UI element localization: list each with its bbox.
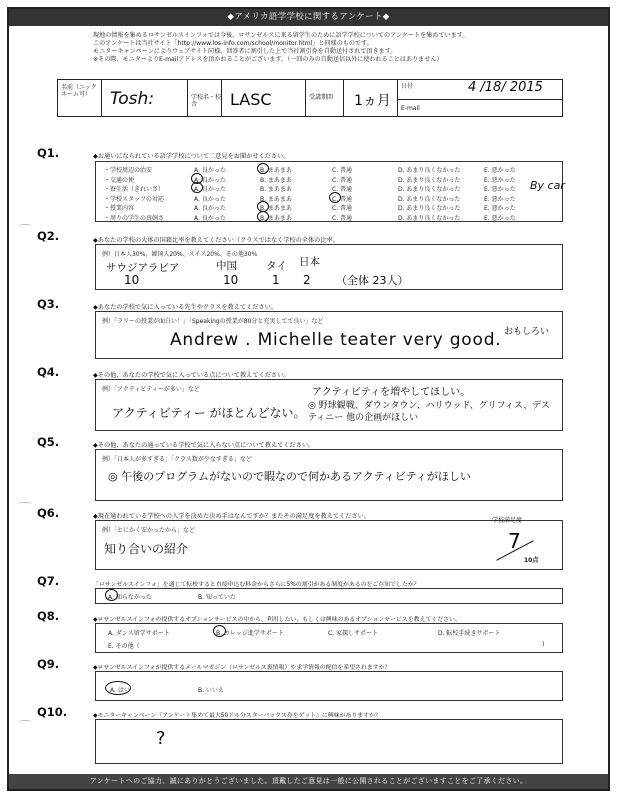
q8-option-d[interactable]: D. 転校手続きサポート [438, 630, 501, 637]
q3-answer: Andrew . Michelle teater very good. [170, 330, 502, 350]
date-email-cell[interactable] [398, 80, 562, 116]
q1-rating-option[interactable]: B. まあまあ [260, 167, 292, 174]
school-label: 学校名・校舎 [191, 94, 222, 108]
q1-rating-option[interactable]: E. 悪かった [484, 167, 516, 174]
q1-box [95, 161, 563, 222]
q8-option-e-close: ) [542, 641, 545, 648]
q2-country: 中国 [216, 260, 237, 272]
q4-box[interactable] [95, 379, 563, 431]
q2-count: 1 [272, 273, 280, 287]
q9-text: ◆ロサンゼルスインフォが提供するメールマガジン（ロサンゼルス裏情報）や求学情報の配信を希望されますか？ [93, 665, 391, 671]
q2-number: Q2. [37, 229, 60, 243]
q8-option-b[interactable]: B. カレッジ進学サポート [216, 630, 284, 637]
q1-rating-option[interactable]: D. あまり良くなかった [398, 195, 461, 203]
q3-number: Q3. [37, 297, 60, 311]
q8-option-c[interactable]: C. 家探しサポート [328, 630, 379, 637]
q5-box[interactable] [95, 449, 563, 501]
page-title: ◆アメリカ語学学校に関するアンケート◆ [9, 9, 608, 26]
q1-rating-option[interactable]: B. まあまあ [260, 195, 292, 203]
q6-example: 例）「とにかく安かったから」など [102, 527, 196, 534]
q6-answer: 知り合いの紹介 [104, 542, 189, 556]
q10-number: Q10. [37, 705, 68, 719]
satisfaction-score: 7 [508, 529, 521, 553]
q1-rating-option[interactable]: E. 悪かった [484, 186, 516, 193]
intro-text [93, 32, 543, 64]
q1-rating-option[interactable]: D. あまり良くなかった [398, 167, 461, 174]
q3-text: ◆あなたの学校で気に入っている先生やクラスを教えてください。 [93, 304, 278, 311]
q1-rating-option[interactable]: B. まあまあ [260, 176, 292, 184]
q7-text: 「ロサンゼルスインフォ」を通じて転校すると直接申込む料金からさらに5%の割引がある制度があるのをご存知でしたか？ [93, 582, 420, 588]
q1-note: By car [530, 179, 565, 192]
q2-country: サウジアラビア [106, 262, 180, 274]
q1-number: Q1. [37, 146, 60, 160]
q1-rating-option[interactable]: C. 普通 [332, 176, 353, 184]
punch-hole-mark [18, 224, 32, 228]
q8-option-e[interactable]: E. その他（ [108, 643, 140, 650]
q1-rating-option[interactable]: D. あまり良くなかった [398, 186, 461, 193]
q2-count: 10 [223, 273, 239, 287]
date-label: 日付 [401, 83, 414, 90]
q6-text: ◆現在通われている学校への入学を決めた決め手はなんですか？またその満足度を教えてください。 [93, 513, 371, 520]
q1-rating-option[interactable]: A. 良かった [194, 167, 226, 174]
footer-text: アンケートへのご協力、誠にありがとうございました。頂戴したご意見は一般に公開されることがございますことをご了承ください。 [9, 774, 608, 789]
punch-hole-mark [18, 502, 32, 506]
q2-total: （全体 23人） [336, 274, 409, 287]
q1-rating-option[interactable]: B. まあまあ [260, 214, 292, 222]
q9-option-b[interactable]: B. いいえ [198, 687, 224, 694]
q1-rating-option[interactable]: B. まあまあ [260, 186, 292, 193]
q1-row-label: ・交通の便 [104, 176, 135, 184]
q1-rating-option[interactable]: E. 悪かった [484, 195, 516, 203]
name-cell[interactable] [102, 80, 188, 116]
q1-rating-option[interactable]: C. 普通 [332, 167, 353, 174]
q6-box[interactable] [95, 517, 563, 570]
q9-option-a[interactable]: A. はい [110, 687, 130, 694]
q5-answer: ◎ 午後のプログラムがないので暇なので何かあるアクティビティがほしい [108, 470, 471, 483]
q4-answer-2: アクティビティを増やしてほしい。 [312, 387, 471, 398]
period-label-cell [306, 80, 344, 116]
q2-count: 2 [303, 273, 311, 287]
q5-example: 例）「日本人が多すぎる」「クラス数が少なすぎる」など [102, 456, 252, 463]
q1-row-label: ・寮生活（きれいさ） [104, 186, 165, 193]
q7-number: Q7. [37, 574, 60, 588]
q1-rating-option[interactable]: C. 普通 [332, 214, 353, 222]
period-label: 受講期間 [309, 94, 334, 101]
name-label-cell [58, 80, 102, 116]
q2-count: 10 [124, 273, 140, 287]
q9-number: Q9. [37, 657, 60, 671]
school-value: LASC [230, 90, 272, 109]
q3-example: 例）「ラリーの授業が面白い！」「Speakingの授業が80分と充実してて良い」など [102, 318, 324, 325]
survey-sheet [7, 7, 610, 791]
q5-text: ◆その他、あなたの通っている学校で気に入らない点について教えてください。 [93, 442, 315, 449]
q1-selected-mark [329, 192, 341, 203]
q1-rating-option[interactable]: C. 普通 [332, 205, 353, 212]
q1-rating-option[interactable]: E. 悪かった [484, 176, 516, 184]
q1-rating-option[interactable]: A. 良かった [194, 176, 226, 184]
q1-row-label: ・学校スタッフの対応 [104, 195, 165, 203]
intro-line: このアンケートは当社サイト「http://www.los-info.com/school/monitor.html」と同様のものです。 [93, 40, 373, 47]
q1-row-label: ・学校周辺の治安 [104, 167, 153, 174]
q1-row-label: ・授業内容 [104, 205, 135, 212]
q8-option-a[interactable]: A. ダンス留学サポート [108, 630, 170, 637]
period-value: 1ヵ月 [354, 93, 391, 109]
q7-option-b[interactable]: B. 知っていた [198, 594, 236, 601]
q1-row-label: ・周りの学生の真剣さ [104, 214, 165, 222]
email-label: E-mail [401, 105, 420, 112]
q2-box[interactable] [95, 244, 563, 290]
q1-rating-option[interactable]: B. まあまあ [260, 205, 292, 212]
q5-number: Q5. [37, 435, 60, 449]
q4-answer-1: アクティビティー がほとんどない。 [112, 406, 306, 420]
q1-rating-option[interactable]: A. 良かった [194, 205, 226, 212]
name-label: 名前（ニックネーム可） [61, 84, 97, 98]
q10-answer: ? [156, 728, 166, 749]
q3-note: おもしろい [504, 327, 550, 337]
q8-number: Q8. [37, 609, 60, 623]
q1-rating-option[interactable]: A. 良かった [194, 195, 226, 203]
punch-hole-mark [18, 720, 32, 724]
q8-box [95, 623, 563, 653]
q1-selected-mark [257, 211, 269, 222]
q1-rating-option[interactable]: C. 普通 [332, 186, 353, 193]
q9-box [95, 671, 563, 701]
q2-example: 例）日本人30%、韓国人20%、スイス20%、その他30% [102, 251, 258, 258]
q1-rating-option[interactable]: E. 悪かった [484, 214, 516, 222]
q4-text: ◆その他、あなたの学校で気に入っている点について教えてください。 [93, 372, 290, 379]
q10-box[interactable] [95, 719, 563, 764]
intro-line: モニターキャンペーンによりウェブサイト同様、回答者に割引した上で当社割引券を自動送付されて頂きます。 [93, 48, 397, 55]
q2-country: タイ [266, 260, 287, 272]
q8-selected-mark [213, 625, 226, 637]
q1-rating-option[interactable]: E. 悪かった [484, 205, 516, 212]
q9-selected-mark [105, 681, 131, 695]
q1-rating-option[interactable]: C. 普通 [332, 195, 353, 203]
q1-rating-option[interactable]: D. あまり良くなかった [398, 214, 461, 222]
intro-line: ※その際、モニターよりE-mailアドレスを頂かれることがございます。（一回のみの自動送信以外に使われることはありません） [93, 56, 443, 63]
q7-box [95, 588, 563, 604]
school-cell[interactable] [222, 80, 306, 116]
q3-box[interactable] [95, 311, 563, 359]
q1-rating-option[interactable]: D. あまり良くなかった [398, 205, 461, 212]
date-value: 4 /18/ 2015 [468, 80, 543, 95]
q10-text: ◆モニターキャンペーン『アンケート集めて最大50ドル分スターバックス券をゲット』に興味がありますか？ [93, 713, 381, 719]
q7-selected-mark [105, 589, 118, 601]
q1-rating-option[interactable]: A. 良かった [194, 214, 226, 222]
q4-answer-3: ◎ 野球観戦、ダウンタウン、ハリウッド、グリフィス、デスティニー 他の企画がほしい [308, 401, 550, 423]
intro-line: 現地の情報を集めるロサンゼルスインフォでは今後、ロサンゼルスに来る留学生のために語学学校についてのアンケートを集めています。 [93, 32, 469, 39]
q6-number: Q6. [37, 506, 60, 520]
q2-text: ◆あなたの学校の大体の国籍比率を教えてください（クラスではなく学校の全体の比率。 [93, 237, 339, 244]
q1-rating-option[interactable]: A. 良かった [194, 186, 226, 193]
q1-selected-mark [191, 182, 203, 193]
q4-number: Q4. [37, 365, 60, 379]
q1-text: ◆お通いになられている語学学校について二意見をお聞かせください。 [93, 153, 290, 160]
q8-text: ◆ロサンゼルスインフォの提供するオプションサービスの中から、利用したい、もしくは興味のあるオプションサービスを教えてください。 [93, 617, 461, 623]
satisfaction-label: 学校満足度 [492, 517, 523, 524]
name-value: Tosh: [110, 89, 155, 109]
q2-country: 日本 [299, 256, 320, 268]
q4-example: 例）「アクティビティーが多い」など [102, 386, 200, 393]
period-cell[interactable] [344, 80, 398, 116]
q7-option-a[interactable]: A. 知らなかった [108, 594, 152, 601]
q1-selected-mark [257, 163, 269, 174]
q1-rating-option[interactable]: D. あまり良くなかった [398, 176, 461, 184]
satisfaction-max: 10点 [524, 557, 539, 564]
respondent-info [57, 79, 563, 117]
school-label-cell [188, 80, 222, 116]
